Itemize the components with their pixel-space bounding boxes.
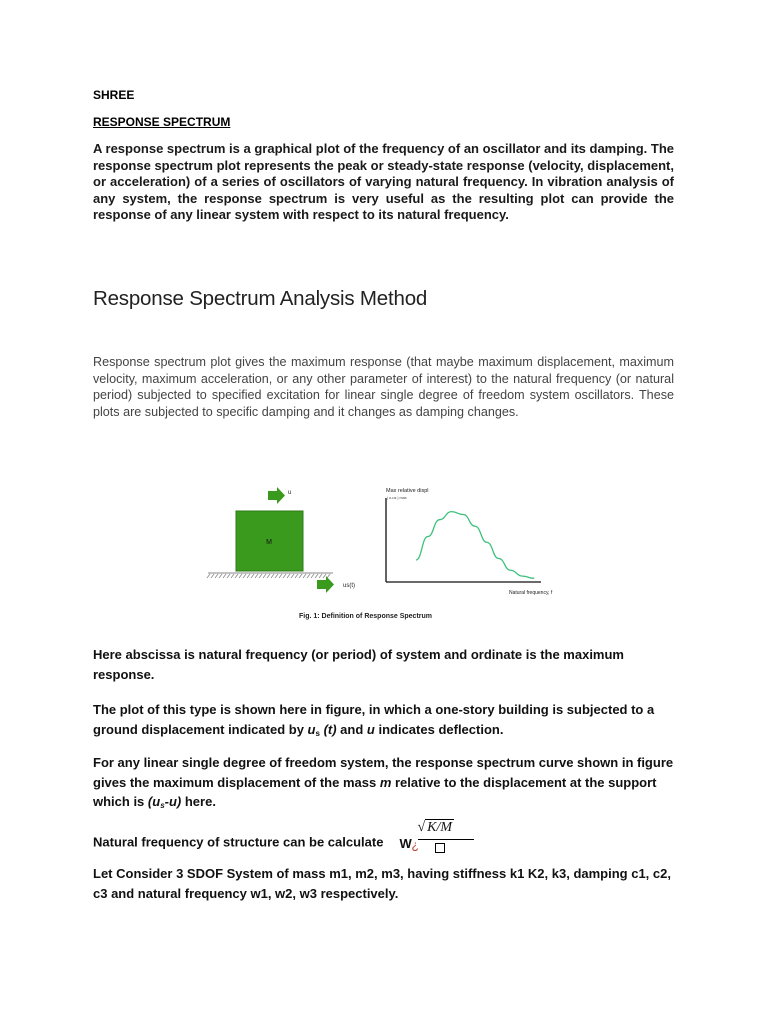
hatch-line [299, 574, 302, 578]
sqrt-sign: √ [417, 820, 426, 835]
x-axis-label: Natural frequency, f [509, 590, 553, 596]
hatch-line [295, 574, 298, 578]
arrow-top-label: u [288, 490, 292, 496]
hatch-line [251, 574, 254, 578]
hatch-line [327, 574, 330, 578]
hatch-line [287, 574, 290, 578]
p2-text-mid: and [336, 721, 367, 737]
p3-expr-b: -u) [164, 794, 182, 809]
author-name: SHREE [93, 88, 135, 102]
sdof-paragraph: Let Consider 3 SDOF System of mass m1, m2, m3, having stiffness k1 K2, k3, damping c1, c2, c3 and natural frequency w1, w2, w3 respectively. [93, 866, 671, 901]
section-heading: RESPONSE SPECTRUM [93, 115, 231, 129]
p3-expr-sub: s [160, 801, 165, 810]
abscissa-paragraph: Here abscissa is natural frequency (or period) of system and ordinate is the maximum response. [93, 647, 624, 682]
formula-expr: K/M [427, 820, 453, 835]
p2-t: (t) [319, 721, 337, 737]
p3-m: m [379, 774, 392, 790]
hatch-line [279, 574, 282, 578]
formula-fraction-line [418, 839, 474, 840]
formula-sqrt [417, 818, 454, 838]
hatch-line [227, 574, 230, 578]
hatch-line [259, 574, 262, 578]
p3-expr-a: (u [147, 794, 161, 809]
hatch-line [219, 574, 222, 578]
mass-label: M [266, 539, 272, 546]
hatch-line [235, 574, 238, 578]
p4-text: Natural frequency of structure can be calculate [93, 834, 384, 850]
hatch-line [323, 574, 326, 578]
hatch-line [231, 574, 234, 578]
hatch-line [255, 574, 258, 578]
p3-text-b: relative to the displacement at the support which is [93, 774, 657, 809]
formula-glyph: ¿ [411, 838, 419, 852]
y-axis-sublabel: | u-us | max [387, 496, 407, 500]
hatch-line [315, 574, 318, 578]
p2-u: u [307, 721, 316, 737]
hatch-line [211, 574, 214, 578]
hatch-line [215, 574, 218, 578]
formula-box [435, 843, 445, 853]
frequency-formula [393, 820, 483, 858]
hatch-line [263, 574, 266, 578]
analysis-paragraph: Response spectrum plot gives the maximum response (that maybe maximum displacement, maximum velocity, maximum acceleration, or any other parameter of interest) to the natural frequency (or natural period) subjected to specified excitation for linear single degree of freedom system oscillators. These plots are subjected to specific damping and it changes as damping changes. [93, 355, 674, 419]
hatch-line [275, 574, 278, 578]
hatch-line [239, 574, 242, 578]
p2-text-a: The plot of this type is shown here in figure, in which a one-story building is subjected to a ground displacement indicated by [93, 702, 655, 737]
hatch-line [311, 574, 314, 578]
hatch-line [243, 574, 246, 578]
response-spectrum-figure [183, 470, 585, 630]
arrow-bottom-label: us(t) [343, 583, 355, 589]
y-axis-label: Max relative displ [386, 488, 429, 494]
ground-hatch [207, 573, 333, 578]
p2-text-end: indicates deflection. [374, 721, 504, 737]
hatch-line [271, 574, 274, 578]
figure-caption: Fig. 1: Definition of Response Spectrum [299, 613, 433, 620]
hatch-line [303, 574, 306, 578]
hatch-line [283, 574, 286, 578]
analysis-title: Response Spectrum Analysis Method [93, 287, 428, 310]
linear-system-paragraph [93, 753, 675, 816]
hatch-line [223, 574, 226, 578]
hatch-line [319, 574, 322, 578]
p2-subscript: s [315, 728, 320, 738]
intro-paragraph: A response spectrum is a graphical plot of the frequency of an oscillator and its damping. The response spectrum plot represents the peak or steady-state response (velocity, displacement, or acceleration) of a series of oscillators of varying natural frequency. In vibration analysis of any system, the response spectrum is very useful as the resulting plot can provide the response of any linear system with respect to its natural frequency. [93, 141, 675, 222]
p2-u2: u [366, 721, 375, 737]
natural-frequency-line [93, 820, 675, 858]
hatch-line [267, 574, 270, 578]
p3-text-end: here. [181, 794, 216, 809]
hatch-line [291, 574, 294, 578]
arrow-right-icon [317, 576, 334, 593]
hatch-line [207, 574, 210, 578]
plot-type-paragraph [93, 700, 675, 743]
p3-text-a: For any linear single degree of freedom system, the response spectrum curve shown in figure gives the maximum displacement of the mass [93, 755, 674, 790]
hatch-line [307, 574, 310, 578]
hatch-line [247, 574, 250, 578]
formula-w: W [399, 836, 412, 851]
arrow-right-icon [268, 487, 285, 504]
response-curve [416, 512, 534, 579]
